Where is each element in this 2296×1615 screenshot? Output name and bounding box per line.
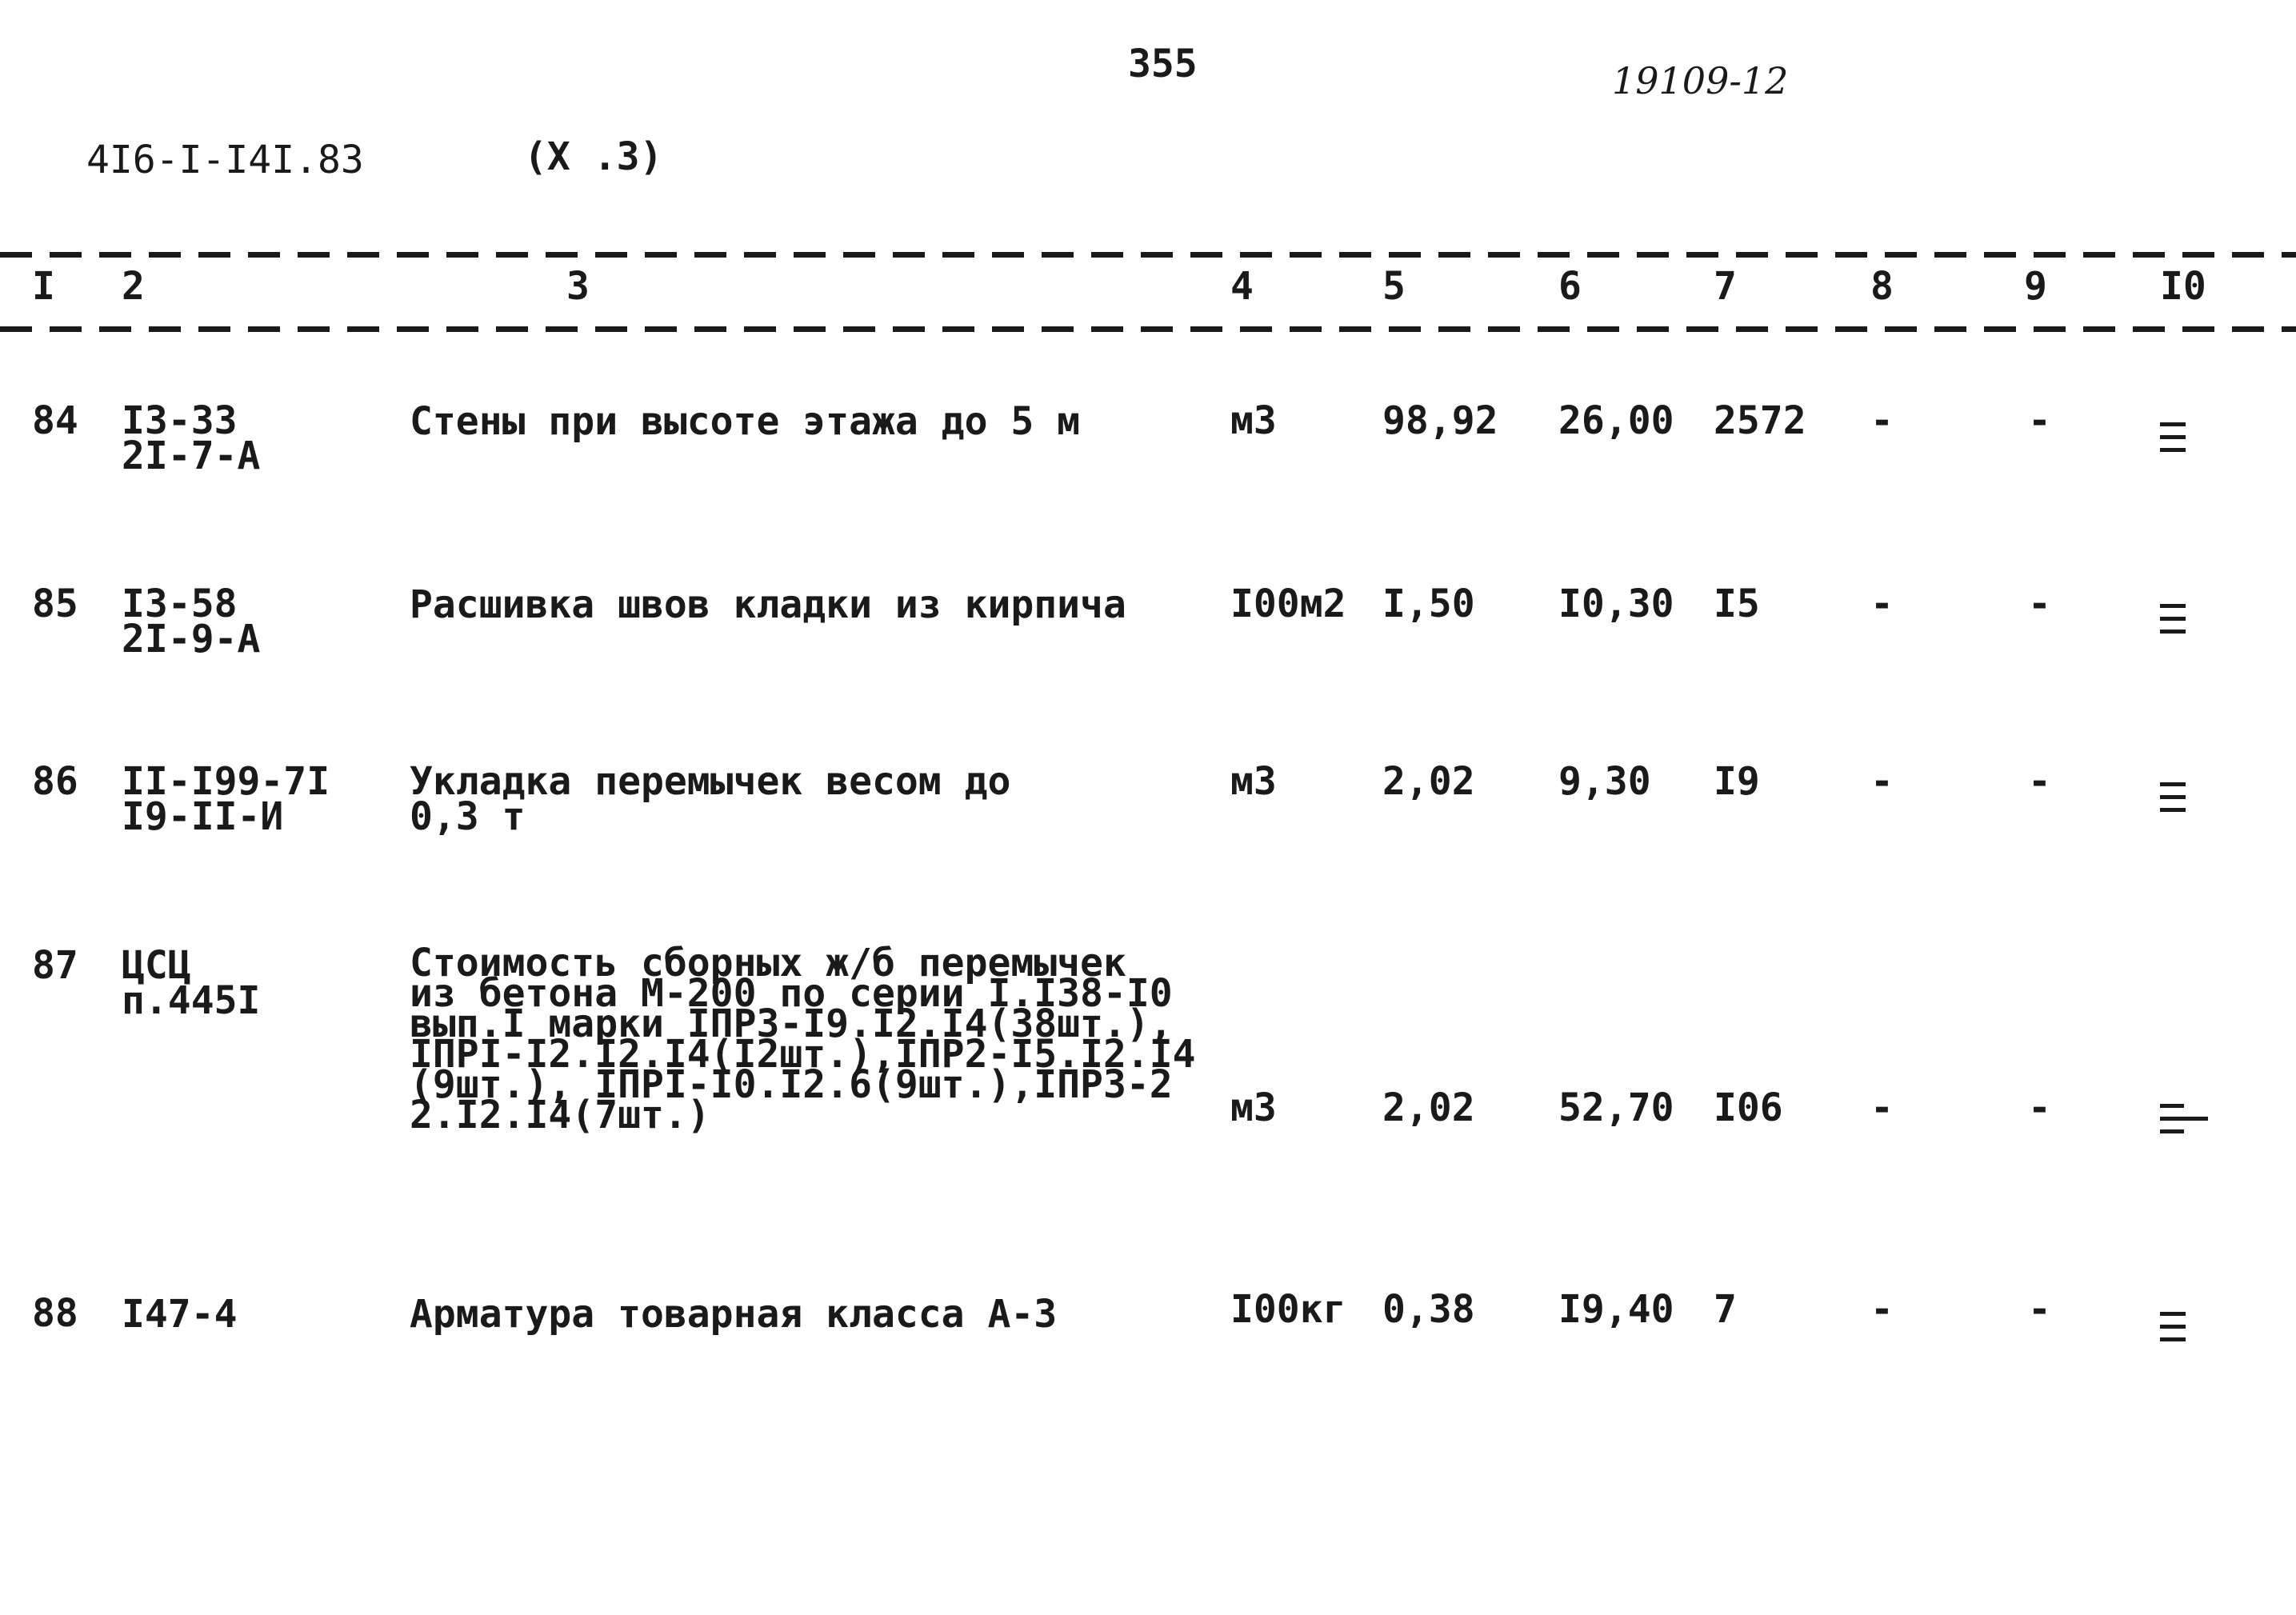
row-code: II-I99-7I I9-II-И xyxy=(122,759,330,839)
row-col8: - xyxy=(1870,1085,1894,1130)
col10-mark xyxy=(2160,604,2186,642)
row-number: 85 xyxy=(32,582,78,626)
row-unit-price: 52,70 xyxy=(1558,1085,1674,1130)
row-quantity: I,50 xyxy=(1382,582,1475,626)
document-code: 4I6-I-I4I.83 xyxy=(86,138,364,182)
row-total: I06 xyxy=(1714,1085,1783,1130)
column-header-7: 7 xyxy=(1714,264,1737,309)
row-description: Стены при высоте этажа до 5 м xyxy=(410,399,1081,444)
row-total: 2572 xyxy=(1714,398,1806,443)
row-unit: м3 xyxy=(1230,1085,1277,1130)
row-col9: - xyxy=(2028,398,2051,443)
row-quantity: 0,38 xyxy=(1382,1287,1475,1332)
row-total: I9 xyxy=(1714,759,1760,804)
row-code: I3-33 2I-7-A xyxy=(122,398,261,478)
row-col8: - xyxy=(1870,398,1894,443)
row-quantity: 2,02 xyxy=(1382,759,1475,804)
row-unit: м3 xyxy=(1230,759,1277,804)
column-header-2: 2 xyxy=(122,264,145,309)
column-header-3: 3 xyxy=(566,264,590,309)
row-quantity: 2,02 xyxy=(1382,1085,1475,1130)
row-total: I5 xyxy=(1714,582,1760,626)
page-number: 355 xyxy=(1128,42,1198,86)
row-unit-price: 9,30 xyxy=(1558,759,1651,804)
row-unit-price: 26,00 xyxy=(1558,398,1674,443)
col10-mark xyxy=(2160,422,2186,461)
row-unit: I00м2 xyxy=(1230,582,1346,626)
row-col8: - xyxy=(1870,1287,1894,1332)
row-number: 88 xyxy=(32,1291,78,1336)
row-col9: - xyxy=(2028,1085,2051,1130)
row-description: Стоимость сборных ж/б перемычек из бетона М-200 по серии I.I38-I0 вып.I марки IПР3-I9.I2.I4(38шт.), IПРI-I2.I2.I4(I2шт.),IПР2-I5.I2.I4 (9шт.), IПРI-I0.I2.6(9шт.),IПР3-2 2.I2.I4(7шт.) xyxy=(410,941,1196,1137)
column-header-4: 4 xyxy=(1230,264,1254,309)
row-code: ЦСЦ п.445I xyxy=(122,943,261,1023)
row-col8: - xyxy=(1870,759,1894,804)
row-number: 87 xyxy=(32,943,78,988)
col10-mark xyxy=(2160,1312,2186,1350)
column-header-9: 9 xyxy=(2024,264,2047,309)
row-unit: I00кг xyxy=(1230,1287,1346,1332)
col10-mark xyxy=(2160,782,2186,821)
row-number: 86 xyxy=(32,759,78,804)
table-header-border xyxy=(0,326,2296,332)
row-code: I3-58 2I-9-A xyxy=(122,582,261,662)
row-col9: - xyxy=(2028,582,2051,626)
table-top-border xyxy=(0,252,2296,258)
row-code: I47-4 xyxy=(122,1292,238,1337)
row-description: Расшивка швов кладки из кирпича xyxy=(410,582,1126,627)
row-unit-price: I9,40 xyxy=(1558,1287,1674,1332)
row-quantity: 98,92 xyxy=(1382,398,1498,443)
row-unit: м3 xyxy=(1230,398,1277,443)
row-total: 7 xyxy=(1714,1287,1737,1332)
row-number: 84 xyxy=(32,398,78,443)
column-header-8: 8 xyxy=(1870,264,1894,309)
document-section: (X .3) xyxy=(524,134,663,179)
row-description: Укладка перемычек весом до 0,3 т xyxy=(410,759,1011,839)
row-unit-price: I0,30 xyxy=(1558,582,1674,626)
column-header-1: I xyxy=(32,264,55,309)
row-col9: - xyxy=(2028,759,2051,804)
col10-mark xyxy=(2160,1104,2208,1142)
row-description: Арматура товарная класса А-3 xyxy=(410,1292,1058,1337)
handwritten-note: 19109-12 xyxy=(1612,59,1789,102)
column-header-6: 6 xyxy=(1558,264,1582,309)
column-header-5: 5 xyxy=(1382,264,1406,309)
row-col8: - xyxy=(1870,582,1894,626)
row-col9: - xyxy=(2028,1287,2051,1332)
column-header-10: I0 xyxy=(2160,264,2206,309)
